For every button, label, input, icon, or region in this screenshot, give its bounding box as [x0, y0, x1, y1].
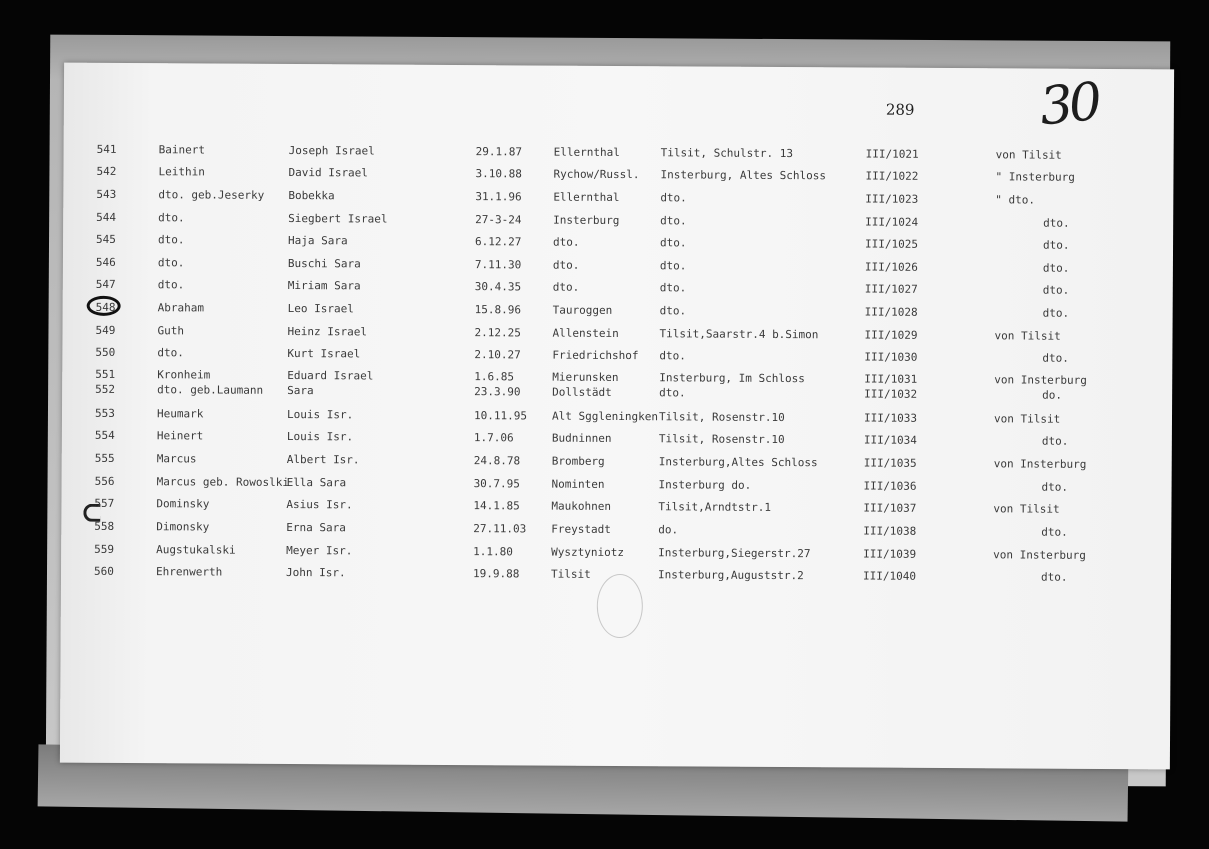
address: Insterburg do. [658, 478, 752, 492]
reference-number: III/1037 [863, 501, 917, 515]
document-page [60, 63, 1174, 770]
origin: dto. [1043, 238, 1070, 252]
table-row [63, 301, 1163, 328]
birthplace: Ellernthal [553, 190, 620, 205]
reference-number: III/1034 [863, 433, 917, 447]
origin: dto. [1042, 261, 1070, 275]
reference-number: III/1031 [864, 372, 918, 386]
given-name: David Israel [288, 165, 369, 180]
birth-date: 2.10.27 [474, 348, 521, 362]
address: Tilsit, Schulstr. 13 [660, 146, 794, 161]
entry-number: 555 [94, 451, 115, 465]
entry-number: 546 [95, 255, 116, 269]
page-number: 289 [885, 100, 915, 119]
entry-number: 549 [95, 323, 116, 337]
given-name: Eduard Israel [287, 368, 374, 383]
birth-date: 30.4.35 [474, 280, 522, 294]
birthplace: Freystadt [551, 522, 611, 536]
entry-number: 541 [96, 142, 117, 156]
address: dto. [659, 386, 686, 400]
reference-number: III/1030 [864, 350, 918, 364]
birth-date: 10.11.95 [473, 409, 528, 423]
origin: dto. [1043, 216, 1070, 230]
birth-date: 23.3.90 [474, 385, 521, 399]
given-name: Louis Isr. [286, 407, 354, 422]
birthplace: dto. [553, 235, 580, 249]
reference-number: III/1028 [864, 305, 918, 319]
origin: von Insterburg [993, 548, 1086, 562]
given-name: Meyer Isr. [286, 543, 353, 558]
given-name: Heinz Israel [287, 324, 368, 339]
address: Tilsit,Arndtstr.1 [658, 500, 772, 514]
surname: dto. [158, 233, 185, 247]
table-row [63, 233, 1163, 260]
reference-number: III/1025 [865, 237, 919, 251]
handwritten-number: 30 [1037, 72, 1101, 138]
address: Tilsit, Rosenstr.10 [658, 410, 785, 425]
origin: dto. [1041, 525, 1068, 539]
given-name: Bobekka [288, 188, 335, 203]
birth-date: 30.7.95 [473, 477, 520, 491]
given-name: Miriam Sara [287, 278, 361, 293]
given-name: Kurt Israel [287, 346, 361, 361]
entry-number: 542 [96, 164, 117, 178]
birthplace: Rychow/Russl. [553, 167, 640, 182]
address: Insterburg, Altes Schloss [660, 168, 827, 183]
entry-number: 552 [95, 382, 116, 396]
entry-number: 553 [94, 406, 115, 420]
address: dto. [660, 236, 687, 250]
table-row [61, 565, 1161, 592]
birthplace: Alt Sggleningken [551, 409, 659, 424]
surname: Leithin [158, 165, 205, 179]
origin: dto. [1042, 351, 1069, 365]
birthplace: Wysztyniotz [551, 545, 625, 560]
address: Insterburg,Auguststr.2 [657, 568, 804, 583]
table-row [63, 188, 1163, 215]
table-row [62, 452, 1162, 479]
given-name: John Isr. [285, 565, 346, 580]
origin: dto. [1042, 306, 1070, 320]
surname: Marcus geb. Rowoslki [156, 475, 290, 489]
reference-number: III/1027 [864, 282, 918, 296]
birthplace: Tauroggen [552, 303, 613, 317]
entry-number: 545 [96, 232, 116, 246]
birth-date: 27-3-24 [475, 213, 522, 227]
entry-number: 556 [94, 474, 115, 488]
given-name: Sara [287, 383, 314, 398]
surname: Bainert [158, 143, 206, 157]
origin: do. [1042, 388, 1063, 402]
surname: Augstukalski [156, 543, 236, 557]
address: Insterburg,Siegerstr.27 [658, 546, 811, 561]
reference-number: III/1021 [865, 147, 919, 161]
surname: Heinert [156, 429, 204, 443]
birthplace: Insterburg [553, 213, 620, 228]
birth-date: 1.6.85 [474, 370, 515, 384]
origin: dto. [1041, 434, 1069, 448]
origin: " dto. [995, 193, 1036, 207]
reference-number: III/1024 [865, 215, 919, 229]
surname: Kronheim [157, 368, 211, 382]
address: dto. [660, 191, 687, 205]
given-name: Siegbert Israel [288, 211, 388, 226]
origin: von Insterburg [993, 457, 1087, 471]
given-name: Louis Isr. [286, 429, 354, 444]
birthplace: Allenstein [552, 326, 619, 341]
reference-number: III/1022 [865, 169, 919, 183]
entry-number: 557 [94, 496, 115, 510]
address: do. [658, 523, 679, 537]
surname: Ehrenwerth [156, 565, 223, 579]
origin: " Insterburg [995, 170, 1075, 184]
reference-number: III/1033 [863, 411, 918, 425]
surname: Marcus [156, 452, 197, 466]
birthplace: Friedrichshof [552, 348, 639, 363]
surname: dto. geb.Jeserky [158, 188, 265, 202]
surname: dto. [157, 256, 185, 270]
address: dto. [659, 259, 687, 273]
entry-number: 543 [96, 187, 117, 201]
birthplace: dto. [552, 258, 580, 272]
birthplace: Dollstädt [552, 385, 612, 399]
entry-number: 559 [94, 542, 115, 556]
origin: von Tilsit [993, 502, 1060, 516]
table-row [61, 520, 1161, 547]
surname: dto. [157, 346, 184, 360]
entry-number: 560 [94, 564, 114, 578]
surname: Dimonsky [156, 520, 210, 534]
given-name: Asius Isr. [286, 497, 353, 512]
surname: Guth [157, 324, 185, 338]
birthplace: Mierunsken [552, 370, 619, 385]
birth-date: 1.7.06 [473, 431, 514, 445]
origin: dto. [1041, 480, 1069, 494]
origin: von Insterburg [994, 373, 1087, 387]
table-row [61, 497, 1161, 524]
origin: dto. [1040, 570, 1068, 584]
given-name: Haja Sara [288, 233, 348, 248]
birthplace: dto. [552, 280, 580, 294]
origin: von Tilsit [995, 148, 1062, 162]
birth-date: 2.12.25 [474, 326, 521, 340]
reference-number: III/1038 [863, 524, 917, 538]
birth-date: 7.11.30 [474, 258, 522, 272]
address: dto. [660, 214, 687, 228]
table-row [62, 429, 1162, 456]
given-name: Erna Sara [286, 520, 346, 535]
entry-number: 551 [95, 367, 116, 381]
surname: Dominsky [156, 497, 210, 511]
reference-number: III/1036 [863, 479, 917, 493]
reference-number: III/1029 [864, 328, 918, 342]
birthplace: Tilsit [550, 567, 591, 581]
reference-number: III/1032 [864, 387, 918, 401]
birth-date: 24.8.78 [473, 454, 521, 468]
reference-number: III/1039 [863, 547, 917, 561]
birthplace: Ellernthal [553, 145, 620, 160]
entry-number: 554 [94, 428, 115, 442]
address: dto. [659, 281, 687, 295]
birth-date: 29.1.87 [475, 145, 523, 159]
given-name: Buschi Sara [287, 256, 361, 271]
address: Insterburg, Im Schloss [659, 371, 805, 386]
surname: dto. [157, 278, 185, 292]
birthplace: Bromberg [551, 454, 605, 468]
address: dto. [659, 349, 686, 363]
birthplace: Budninnen [551, 431, 612, 445]
birth-date: 31.1.96 [475, 190, 522, 204]
table-row [63, 278, 1163, 305]
given-name: Ella Sara [286, 475, 347, 490]
origin: von Tilsit [993, 412, 1061, 426]
entry-number: 550 [95, 345, 116, 359]
entry-number: 558 [94, 519, 115, 533]
surname: dto. [158, 211, 185, 225]
surname: dto. geb.Laumann [157, 383, 264, 397]
entry-number: 548 [95, 300, 116, 314]
surname: Heumark [156, 407, 204, 421]
address: Tilsit,Saarstr.4 b.Simon [659, 327, 819, 342]
address: Insterburg,Altes Schloss [658, 455, 818, 470]
given-name: Leo Israel [287, 301, 354, 316]
reference-number: III/1023 [865, 192, 919, 206]
given-name: Joseph Israel [288, 143, 375, 158]
origin: dto. [1042, 283, 1070, 297]
given-name: Albert Isr. [286, 452, 360, 467]
address: dto. [659, 304, 687, 318]
birth-date: 1.1.80 [473, 545, 513, 559]
birth-date: 19.9.88 [472, 567, 520, 581]
birthplace: Maukohnen [551, 499, 612, 513]
address: Tilsit, Rosenstr.10 [658, 432, 785, 447]
birth-date: 14.1.85 [473, 499, 520, 513]
table-row [63, 165, 1163, 192]
reference-number: III/1040 [862, 569, 917, 583]
birth-date: 6.12.27 [475, 235, 522, 249]
reference-number: III/1035 [863, 456, 917, 470]
reference-number: III/1026 [864, 260, 918, 274]
entry-number: 547 [95, 277, 116, 291]
birth-date: 27.11.03 [473, 522, 527, 536]
origin: von Tilsit [994, 329, 1061, 343]
birthplace: Nominten [551, 477, 605, 491]
entry-number: 544 [96, 210, 117, 224]
birth-date: 15.8.96 [474, 303, 522, 317]
birth-date: 3.10.88 [475, 167, 522, 181]
surname: Abraham [157, 301, 205, 315]
